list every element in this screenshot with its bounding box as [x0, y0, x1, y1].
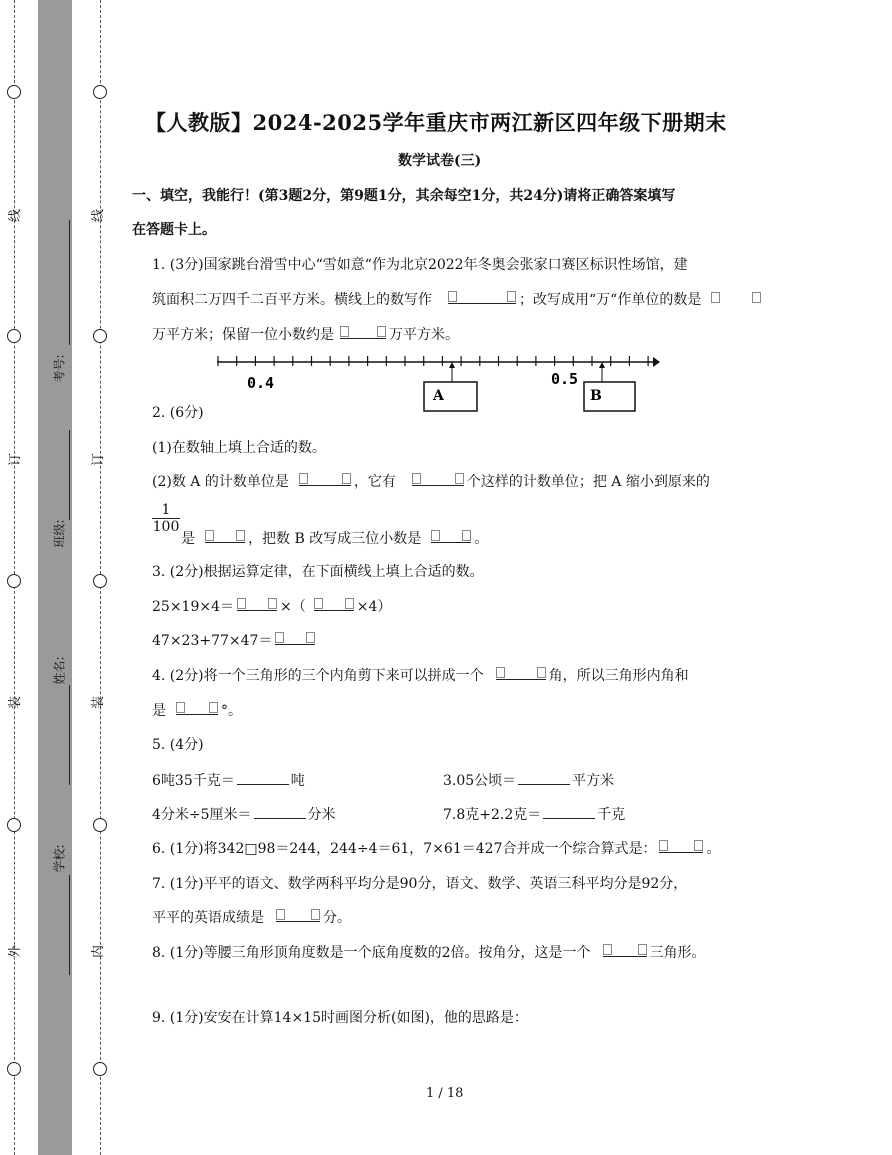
inner-char: 订: [91, 452, 107, 467]
page-number: 1 / 18: [426, 1086, 464, 1101]
answer-blank[interactable]: [431, 528, 471, 543]
page-title: 【人教版】2024-2025学年重庆市两江新区四年级下册期末: [145, 110, 727, 135]
answer-blank[interactable]: [275, 630, 315, 645]
question-2-part2: (2)数 A 的计数单位是 ，它有 个这样的计数单位；把 A 缩小到原来的: [152, 471, 710, 491]
question-1-line3: 万平方米；保留一位小数约是 万平方米。: [152, 324, 459, 344]
answer-blank[interactable]: [448, 289, 516, 304]
field-label: 学校:: [52, 844, 67, 873]
question-3-expr2: 47×23+77×47＝: [152, 630, 318, 650]
name-field[interactable]: [52, 600, 75, 790]
punch-hole: [93, 329, 107, 343]
question-9: 9. (1分)安安在计算14×15时画图分析(如图)，他的思路是：: [152, 1010, 528, 1026]
page-subtitle: 数学试卷(三): [398, 153, 482, 169]
number-line-diagram: [215, 352, 660, 416]
punch-hole: [93, 85, 107, 99]
box-a-label: A: [433, 388, 444, 404]
question-5-c: 4分米÷5厘米＝ 分米: [152, 807, 336, 823]
label-0-4: 0.4: [247, 374, 275, 392]
inner-char: 内: [91, 944, 107, 959]
class-field[interactable]: [52, 420, 75, 590]
punch-hole: [7, 574, 21, 588]
answer-blank[interactable]: [543, 806, 595, 819]
exam-number-field[interactable]: [52, 200, 75, 400]
punch-hole: [7, 818, 21, 832]
question-3-head: 3. (2分)根据运算定律，在下面横线上填上合适的数。: [152, 564, 484, 580]
outer-char: 订: [8, 452, 24, 467]
answer-blank[interactable]: [496, 665, 546, 680]
question-2-head: 2. (6分): [152, 405, 204, 421]
answer-blank[interactable]: [237, 772, 289, 785]
answer-blank[interactable]: [314, 596, 354, 611]
punch-hole: [93, 1062, 107, 1076]
inner-char: 装: [91, 695, 107, 710]
question-4-line2: 是 °。: [152, 700, 242, 720]
answer-blank[interactable]: [518, 772, 570, 785]
box-a: [424, 382, 477, 411]
school-field[interactable]: [52, 800, 75, 1000]
question-6: 6. (1分)将342□98＝244，244÷4＝61，7×61＝427合并成一个综合算式是： 。: [152, 838, 720, 858]
outer-char: 外: [8, 944, 24, 959]
answer-blank[interactable]: [176, 700, 218, 715]
field-label: 班级:: [52, 519, 67, 548]
question-4-line1: 4. (2分)将一个三角形的三个内角剪下来可以拼成一个 角，所以三角形内角和: [152, 665, 689, 685]
question-1-line2: 筑面积二万四千二百平方米。横线上的数写作 ；改写成用“万“作单位的数是: [152, 289, 764, 309]
answer-blank[interactable]: [340, 324, 386, 339]
question-3-expr1: 25×19×4＝ ×（ ×4）: [152, 596, 391, 616]
question-7-line1: 7. (1分)平平的语文、数学两科平均分是90分，语文、数学、英语三科平均分是92分，: [152, 876, 688, 892]
question-2-part1: (1)在数轴上填上合适的数。: [152, 440, 326, 456]
answer-blank[interactable]: [299, 471, 351, 486]
fraction: $\frac{1}{100}$: [152, 502, 180, 535]
outer-char: 装: [8, 695, 24, 710]
field-label: 考号:: [52, 354, 67, 383]
section-heading: 一、填空，我能行！(第3题2分，第9题1分，其余每空1分，共24分)请将正确答案填写: [132, 188, 676, 204]
question-5-head: 5. (4分): [152, 737, 204, 753]
outer-char: 线: [8, 208, 24, 223]
section-heading-cont: 在答题卡上。: [132, 222, 216, 238]
question-8: 8. (1分)等腰三角形顶角度数是一个底角度数的2倍。按角分，这是一个 三角形。: [152, 942, 706, 962]
answer-blank[interactable]: [254, 806, 306, 819]
answer-blank[interactable]: [237, 596, 277, 611]
answer-blank[interactable]: [412, 471, 464, 486]
answer-blank[interactable]: [603, 942, 647, 957]
box-b-label: B: [590, 388, 602, 404]
question-2-part3: 是 ，把数 B 改写成三位小数是 。: [181, 528, 488, 548]
field-label: 姓名:: [52, 656, 67, 685]
inner-char: 线: [91, 208, 107, 223]
label-0-5: 0.5: [551, 370, 579, 388]
punch-hole: [7, 329, 21, 343]
question-1-line1: 1. (3分)国家跳台滑雪中心“雪如意“作为北京2022年冬奥会张家口赛区标识性场馆，建: [152, 257, 688, 273]
question-5-b: 3.05公顷＝ 平方米: [443, 773, 615, 789]
punch-hole: [7, 1062, 21, 1076]
question-5-a: 6吨35千克＝ 吨: [152, 773, 305, 789]
answer-blank[interactable]: [276, 907, 320, 922]
punch-hole: [93, 574, 107, 588]
question-7-line2: 平平的英语成绩是 分。: [152, 907, 351, 927]
punch-hole: [7, 85, 21, 99]
answer-blank[interactable]: [711, 290, 761, 304]
question-5-d: 7.8克+2.2克＝ 千克: [443, 807, 626, 823]
answer-blank[interactable]: [205, 528, 245, 543]
punch-hole: [93, 818, 107, 832]
answer-blank[interactable]: [659, 838, 703, 853]
binding-margin: [0, 0, 110, 1155]
